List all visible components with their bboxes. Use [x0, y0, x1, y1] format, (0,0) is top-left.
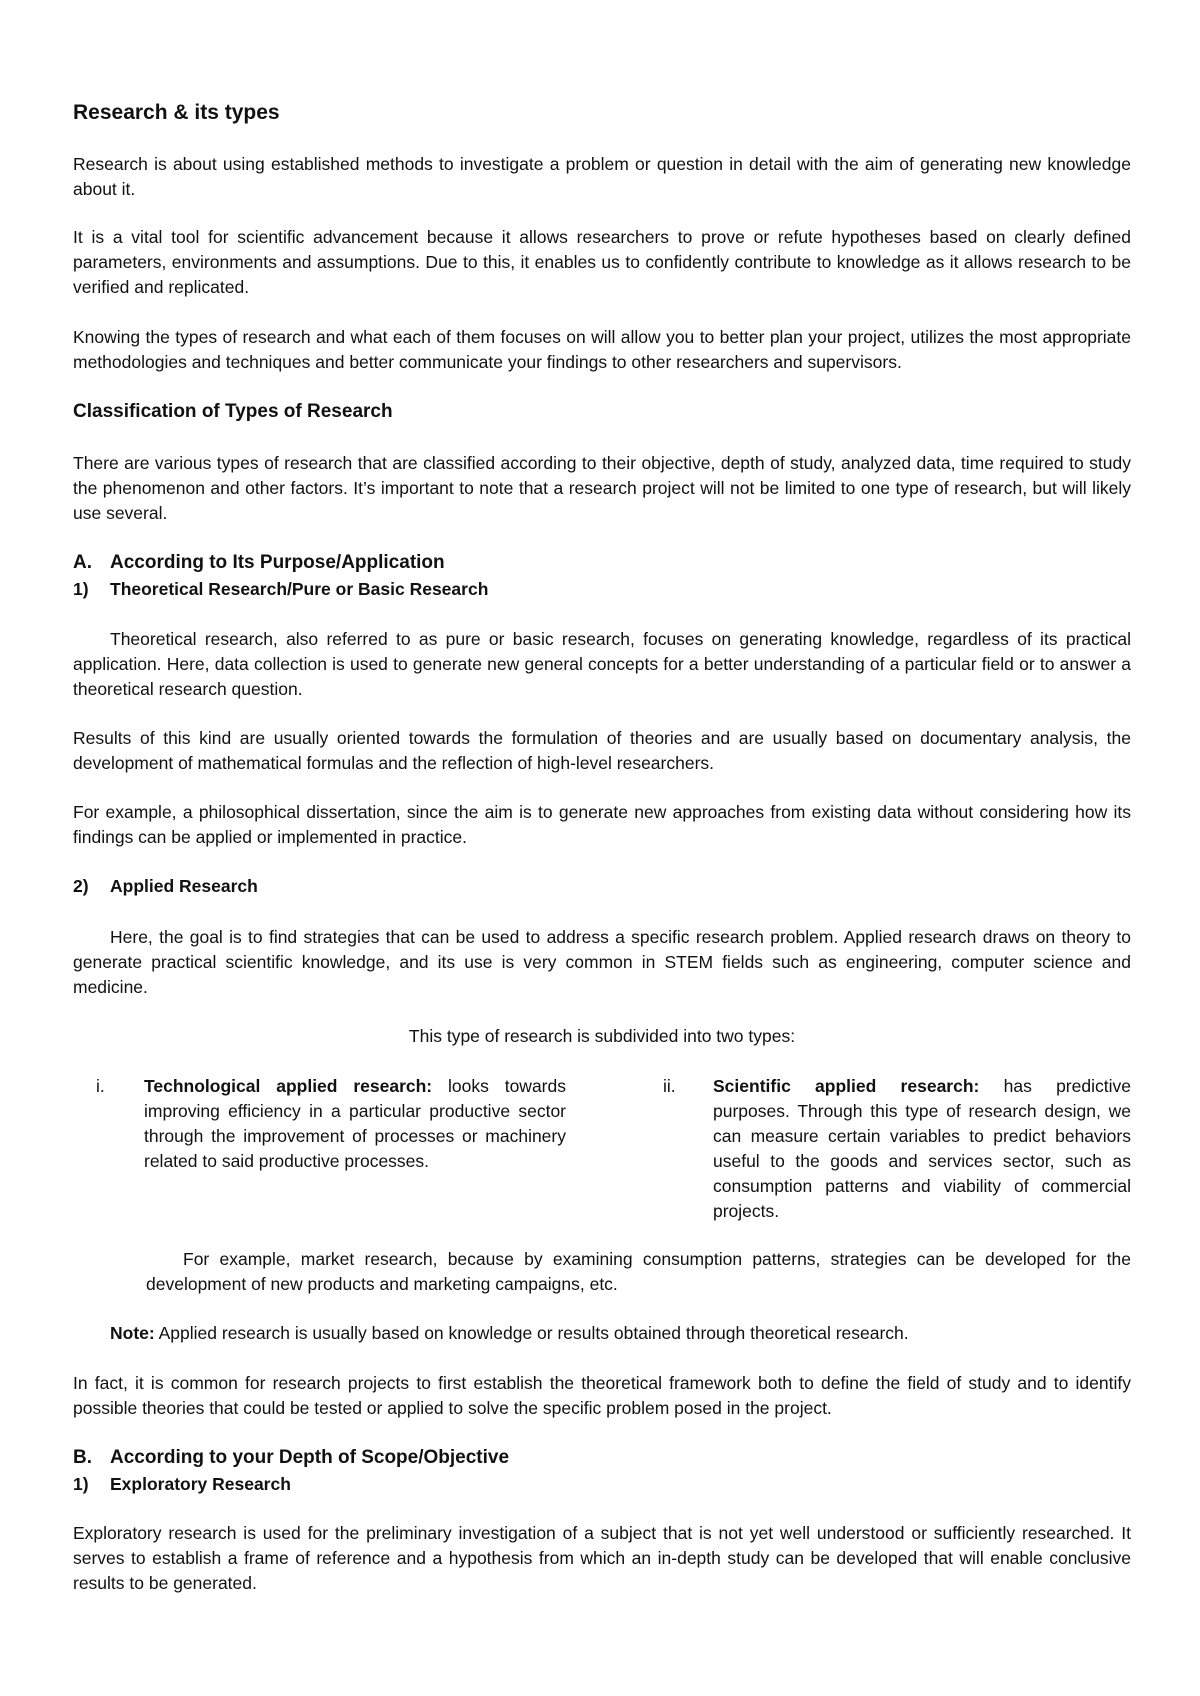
- applied-type-2-desc: has predictive purposes. Through this type of research design, we can measure certain variables to predict behaviors useful to the goods and services sector, such as consumption patterns and viability of commercial projects.: [713, 1076, 1131, 1221]
- note-text: Applied research is usually based on knowledge or results obtained through theoretical research.: [158, 1323, 909, 1343]
- applied-type-1-desc: looks towards improving efficiency in a particular productive sector through the improvement of processes or machinery related to said productive processes.: [144, 1076, 566, 1171]
- applied-type-1-term: Technological applied research:: [144, 1076, 433, 1096]
- subsection-a2-number: 2): [73, 876, 89, 896]
- intro-paragraph-3: Knowing the types of research and what each of them focuses on will allow you to better plan your project, utilizes the most appropriate methodologies and techniques and better communicate your findings to other researchers and supervisors.: [73, 327, 1131, 372]
- note-paragraph: [110, 1321, 1131, 1346]
- applied-type-2-text: [713, 1074, 1131, 1224]
- subsection-a2-heading: [73, 874, 1131, 898]
- applied-type-1: [96, 1074, 566, 1174]
- classification-heading: Classification of Types of Research: [73, 401, 393, 422]
- theoretical-paragraph-3: For example, a philosophical dissertation, since the aim is to generate new approaches from existing data without considering how its findings can be applied or implemented in practice.: [73, 802, 1131, 847]
- applied-type-2: [663, 1074, 1131, 1224]
- intro-paragraph-1: Research is about using established methods to investigate a problem or question in detail with the aim of generating new knowledge about it.: [73, 154, 1131, 199]
- section-b-title: According to your Depth of Scope/Objective: [110, 1447, 510, 1468]
- section-b-letter: B.: [73, 1447, 92, 1468]
- applied-type-1-text: [144, 1074, 566, 1174]
- applied-type-2-term: Scientific applied research:: [713, 1076, 980, 1096]
- fact-paragraph: In fact, it is common for research projects to first establish the theoretical framework both to define the field of study and to identify possible theories that could be tested or applied to solve the specific problem posed in the project.: [73, 1373, 1131, 1418]
- page-title: Research & its types: [73, 101, 280, 124]
- section-a-letter: A.: [73, 552, 92, 573]
- subsection-b1-heading: [73, 1472, 1131, 1496]
- applied-type-1-marker: i.: [96, 1076, 105, 1096]
- subsection-a1-title: Theoretical Research/Pure or Basic Research: [110, 579, 489, 599]
- section-a-title: According to Its Purpose/Application: [110, 552, 445, 573]
- section-b-heading: [73, 1446, 1131, 1470]
- applied-paragraph: Here, the goal is to find strategies that can be used to address a specific research problem. Applied research draws on theory to generate practical scientific knowledge, and its use is very common in STEM fields such as engineering, computer science and medicine.: [73, 927, 1131, 997]
- section-a-heading: [73, 551, 1131, 575]
- subsection-a1-number: 1): [73, 579, 89, 599]
- applied-type-2-marker: ii.: [663, 1076, 676, 1096]
- subsection-a1-heading: [73, 577, 1131, 601]
- note-label: Note:: [110, 1323, 155, 1343]
- subdivided-line: This type of research is subdivided into two types:: [408, 1026, 796, 1046]
- theoretical-paragraph-2: Results of this kind are usually oriented towards the formulation of theories and are usually based on documentary analysis, the development of mathematical formulas and the reflection of high-level researchers.: [73, 728, 1131, 773]
- market-example-paragraph: For example, market research, because by examining consumption patterns, strategies can be developed for the development of new products and marketing campaigns, etc.: [146, 1249, 1131, 1294]
- intro-paragraph-2: It is a vital tool for scientific advancement because it allows researchers to prove or refute hypotheses based on clearly defined parameters, environments and assumptions. Due to this, it enables us to confidently contribute to knowledge as it allows research to be verified and replicated.: [73, 227, 1131, 297]
- theoretical-paragraph-1: Theoretical research, also referred to as pure or basic research, focuses on generating knowledge, regardless of its practical application. Here, data collection is used to generate new general concepts for a better understanding of a particular field or to answer a theoretical research question.: [73, 629, 1131, 699]
- subsection-b1-number: 1): [73, 1474, 89, 1494]
- subsection-a2-title: Applied Research: [110, 876, 258, 896]
- classification-paragraph: There are various types of research that are classified according to their objective, depth of study, analyzed data, time required to study the phenomenon and other factors. It’s important to note that a research project will not be limited to one type of research, but will likely use several.: [73, 453, 1131, 523]
- subsection-b1-title: Exploratory Research: [110, 1474, 291, 1494]
- exploratory-paragraph: Exploratory research is used for the preliminary investigation of a subject that is not yet well understood or sufficiently researched. It serves to establish a frame of reference and a hypothesis from which an in-depth study can be developed that will enable conclusive results to be generated.: [73, 1523, 1131, 1593]
